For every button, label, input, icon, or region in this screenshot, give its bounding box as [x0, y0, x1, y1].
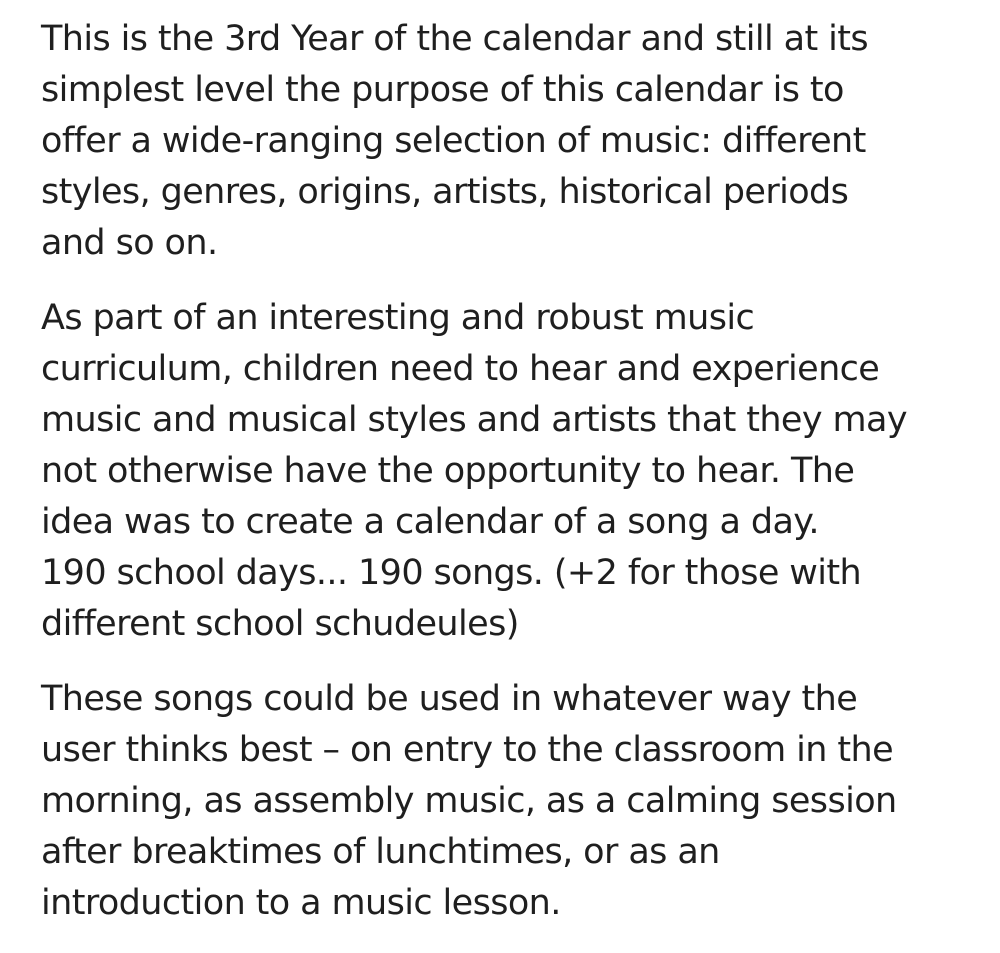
- text-line: after breaktimes of lunchtimes, or as an: [41, 832, 720, 872]
- text-line: and so on.: [41, 223, 218, 263]
- text-line: styles, genres, origins, artists, historical periods: [41, 172, 849, 212]
- text-line: offer a wide-ranging selection of music: different: [41, 121, 866, 161]
- text-line: 190 school days... 190 songs. (+2 for those with: [41, 553, 862, 593]
- text-line: different school schudeules): [41, 604, 519, 644]
- text-line: not otherwise have the opportunity to hear. The: [41, 451, 855, 491]
- text-line: introduction to a music lesson.: [41, 883, 561, 923]
- paragraph-curriculum: [41, 293, 961, 650]
- text-line: morning, as assembly music, as a calming session: [41, 781, 897, 821]
- text-line: music and musical styles and artists that they may: [41, 400, 907, 440]
- text-line: curriculum, children need to hear and experience: [41, 349, 880, 389]
- text-line: These songs could be used in whatever way the: [41, 679, 858, 719]
- text-line: idea was to create a calendar of a song a day.: [41, 502, 819, 542]
- text-line: simplest level the purpose of this calendar is to: [41, 70, 844, 110]
- text-line: user thinks best – on entry to the classroom in the: [41, 730, 894, 770]
- article-body: [41, 14, 961, 953]
- text-line: This is the 3rd Year of the calendar and still at its: [41, 19, 869, 59]
- paragraph-usage: [41, 674, 961, 929]
- paragraph-calendar-purpose: [41, 14, 961, 269]
- text-line: As part of an interesting and robust music: [41, 298, 755, 338]
